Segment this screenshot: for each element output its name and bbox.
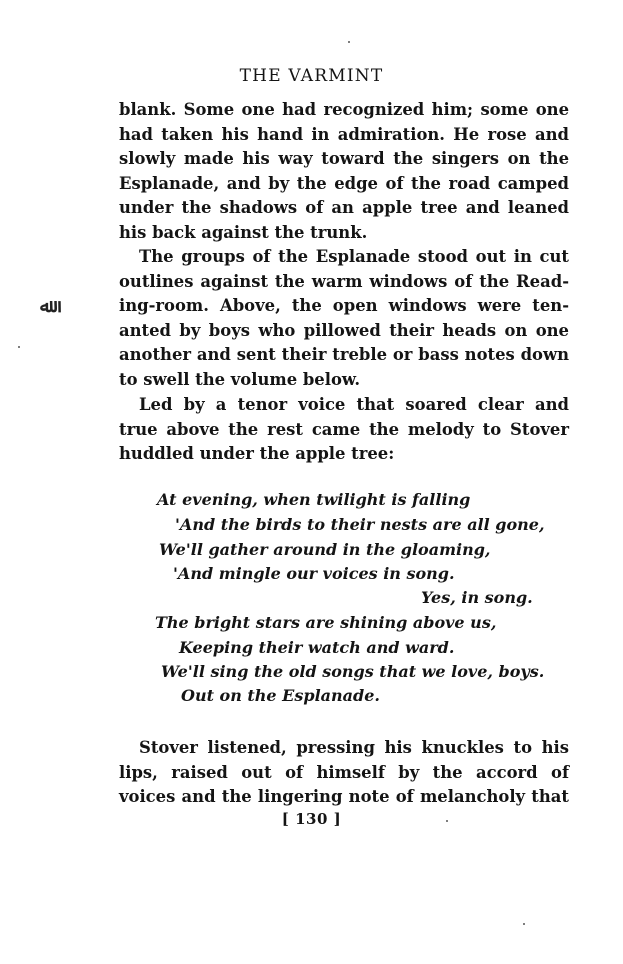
text-line: under the shadows of an apple tree and leaned (119, 198, 569, 218)
text-line: The groups of the Esplanade stood out in cut (139, 247, 569, 266)
verse-line: At evening, when twilight is falling (157, 490, 471, 509)
margin-annotation: ﷲ (40, 296, 51, 317)
paper-speck (446, 820, 448, 822)
running-head: THE VARMINT (239, 66, 384, 86)
text-line: another and sent their treble or bass notes down (119, 345, 569, 365)
paper-speck (18, 346, 20, 348)
text-line: Esplanade, and by the edge of the road camped (119, 173, 569, 193)
paragraph-2 (119, 245, 569, 393)
paper-speck (523, 923, 525, 925)
page-number: [ 130 ] (281, 810, 342, 828)
paragraph-3 (119, 393, 569, 467)
paper-speck (348, 41, 350, 43)
text-line: ing-room. Above, the open windows were ten- (119, 296, 569, 316)
verse-line: Keeping their watch and ward. (179, 638, 455, 657)
paragraph-1 (119, 98, 569, 246)
text-line: anted by boys who pillowed their heads on one (119, 320, 569, 340)
text-line: true above the rest came the melody to Stover (119, 419, 569, 439)
text-line: outlines against the warm windows of the Read- (119, 271, 569, 291)
text-line: lips, raised out of himself by the accord of (119, 762, 569, 782)
text-line: Stover listened, pressing his knuckles to his (139, 738, 569, 757)
verse-line: The bright stars are shining above us, (155, 613, 497, 632)
text-line: had taken his hand in admiration. He rose and (119, 124, 569, 144)
verse-line: 'And mingle our voices in song. (173, 564, 455, 583)
text-line: his back against the trunk. (119, 222, 368, 242)
verse-line: Yes, in song. (421, 588, 533, 607)
text-line: slowly made his way toward the singers on the (119, 149, 569, 169)
paragraph-4 (119, 736, 569, 810)
text-line: to swell the volume below. (119, 369, 361, 389)
text-line: huddled under the apple tree: (119, 444, 395, 464)
verse-line: 'And the birds to their nests are all gone, (175, 515, 545, 534)
verse-line: We'll sing the old songs that we love, boys. (161, 662, 545, 681)
text-line: blank. Some one had recognized him; some one (119, 100, 569, 119)
text-line: voices and the lingering note of melancholy that (119, 787, 569, 807)
verse-line: We'll gather around in the gloaming, (159, 540, 491, 559)
text-line: Led by a tenor voice that soared clear and (139, 395, 569, 414)
verse-line: Out on the Esplanade. (181, 686, 380, 705)
